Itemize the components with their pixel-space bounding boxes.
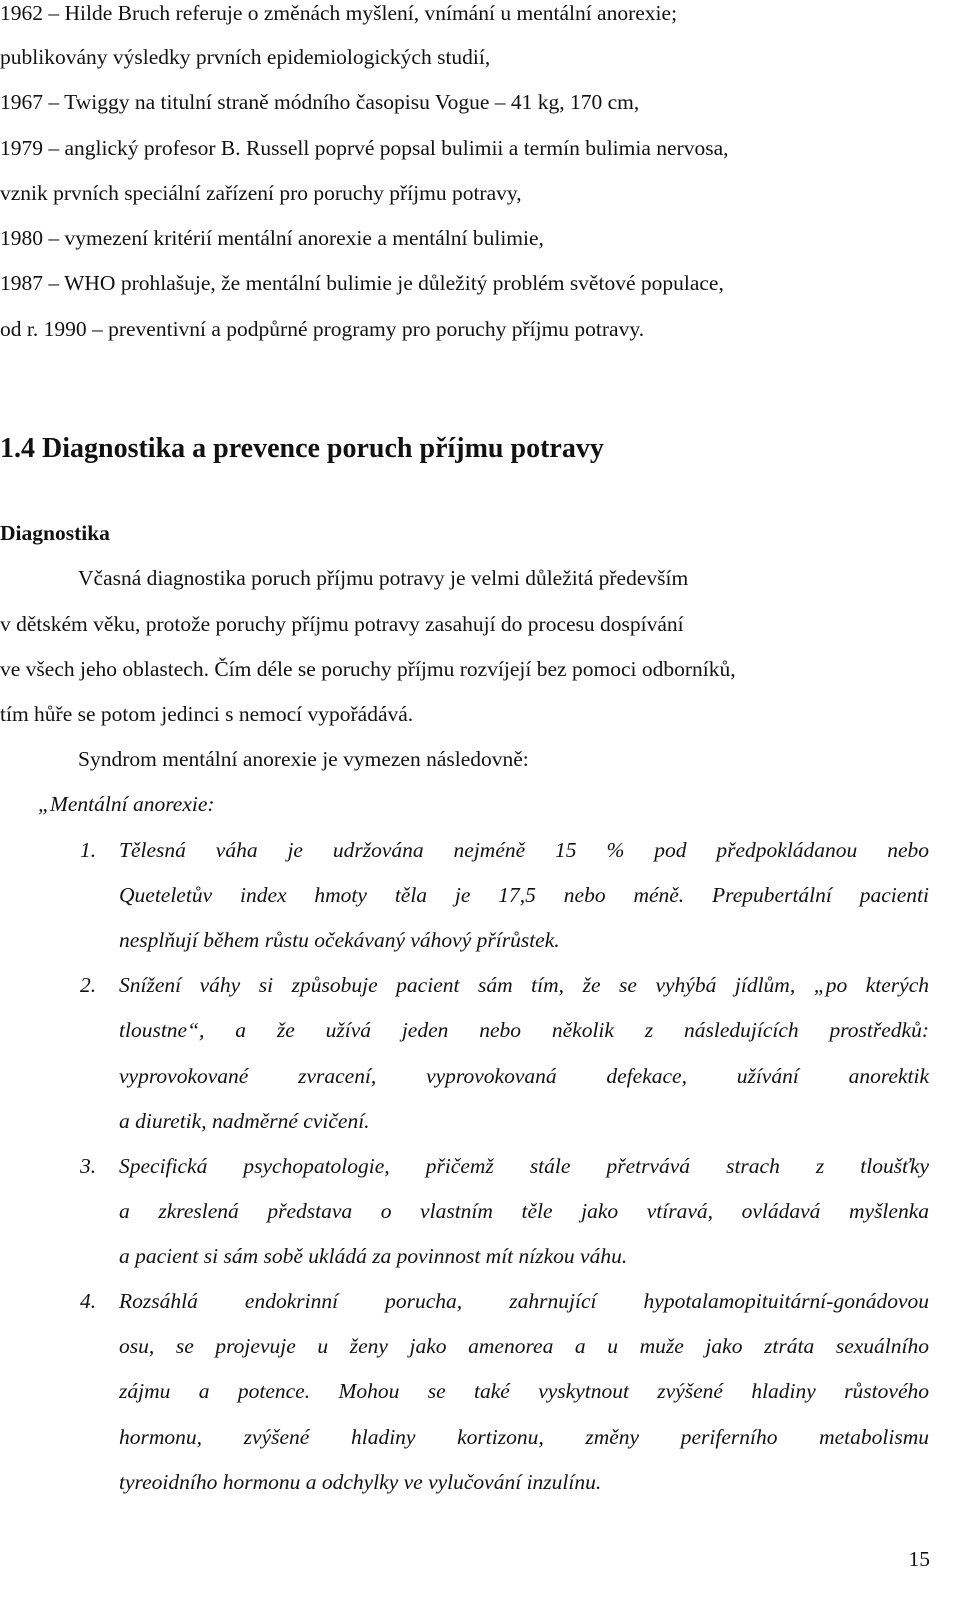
paragraph-line: ve všech jeho oblastech. Čím déle se poruchy příjmu rozvíjejí bez pomoci odborníků, bbox=[0, 657, 736, 681]
criteria-line: Queteletův index hmoty těla je 17,5 nebo méně. Prepubertální pacienti bbox=[119, 883, 929, 907]
criteria-line: tloustne“, a že užívá jeden nebo několik z následujících prostředků: bbox=[119, 1018, 929, 1042]
criteria-line: a zkreslená představa o vlastním těle jako vtíravá, ovládavá myšlenka bbox=[119, 1199, 929, 1223]
criteria-line: tyreoidního hormonu a odchylky ve vylučování inzulínu. bbox=[119, 1470, 602, 1494]
history-line: od r. 1990 – preventivní a podpůrné programy pro poruchy příjmu potravy. bbox=[0, 317, 645, 341]
criteria-line: hormonu, zvýšené hladiny kortizonu, změny periferního metabolismu bbox=[119, 1425, 929, 1449]
criteria-number: 2. bbox=[80, 973, 97, 997]
history-line: 1979 – anglický profesor B. Russell poprvé popsal bulimii a termín bulimia nervosa, bbox=[0, 136, 729, 160]
syndrome-intro: Syndrom mentální anorexie je vymezen následovně: bbox=[78, 747, 529, 771]
history-line: publikovány výsledky prvních epidemiologických studií, bbox=[0, 45, 491, 69]
criteria-line: nesplňují během růstu očekávaný váhový přírůstek. bbox=[119, 928, 560, 952]
criteria-line: osu, se projevuje u ženy jako amenorea a u muže jako ztráta sexuálního bbox=[119, 1334, 929, 1358]
history-line: 1967 – Twiggy na titulní straně módního časopisu Vogue – 41 kg, 170 cm, bbox=[0, 90, 640, 114]
paragraph-line: v dětském věku, protože poruchy příjmu potravy zasahují do procesu dospívání bbox=[0, 612, 684, 636]
criteria-line: Specifická psychopatologie, přičemž stále přetrvává strach z tloušťky bbox=[119, 1154, 929, 1178]
criteria-line: Snížení váhy si způsobuje pacient sám tím, že se vyhýbá jídlům, „po kterých bbox=[119, 973, 929, 997]
history-line: 1980 – vymezení kritérií mentální anorexie a mentální bulimie, bbox=[0, 226, 544, 250]
criteria-number: 1. bbox=[80, 838, 97, 862]
criteria-line: a pacient si sám sobě ukládá za povinnost mít nízkou váhu. bbox=[119, 1244, 628, 1268]
criteria-number: 4. bbox=[80, 1289, 97, 1313]
section-title: 1.4 Diagnostika a prevence poruch příjmu potravy bbox=[0, 433, 604, 464]
criteria-number: 3. bbox=[80, 1154, 97, 1178]
page-number: 15 bbox=[908, 1547, 930, 1571]
criteria-line: a diuretik, nadměrné cvičení. bbox=[119, 1109, 370, 1133]
criteria-title: „Mentální anorexie: bbox=[38, 792, 215, 816]
paragraph-line: tím hůře se potom jedinci s nemocí vypořádává. bbox=[0, 702, 414, 726]
subsection-title: Diagnostika bbox=[0, 521, 110, 545]
history-line: 1962 – Hilde Bruch referuje o změnách myšlení, vnímání u mentální anorexie; bbox=[0, 1, 678, 25]
paragraph-line: Včasná diagnostika poruch příjmu potravy je velmi důležitá především bbox=[78, 566, 689, 590]
criteria-line: zájmu a potence. Mohou se také vyskytnout zvýšené hladiny růstového bbox=[119, 1379, 929, 1403]
history-line: 1987 – WHO prohlašuje, že mentální bulimie je důležitý problém světové populace, bbox=[0, 271, 724, 295]
criteria-line: vyprovokované zvracení, vyprovokovaná defekace, užívání anorektik bbox=[119, 1064, 929, 1088]
criteria-line: Tělesná váha je udržována nejméně 15 % pod předpokládanou nebo bbox=[119, 838, 929, 862]
criteria-line: Rozsáhlá endokrinní porucha, zahrnující hypotalamopituitární-gonádovou bbox=[119, 1289, 929, 1313]
history-line: vznik prvních speciální zařízení pro poruchy příjmu potravy, bbox=[0, 181, 522, 205]
